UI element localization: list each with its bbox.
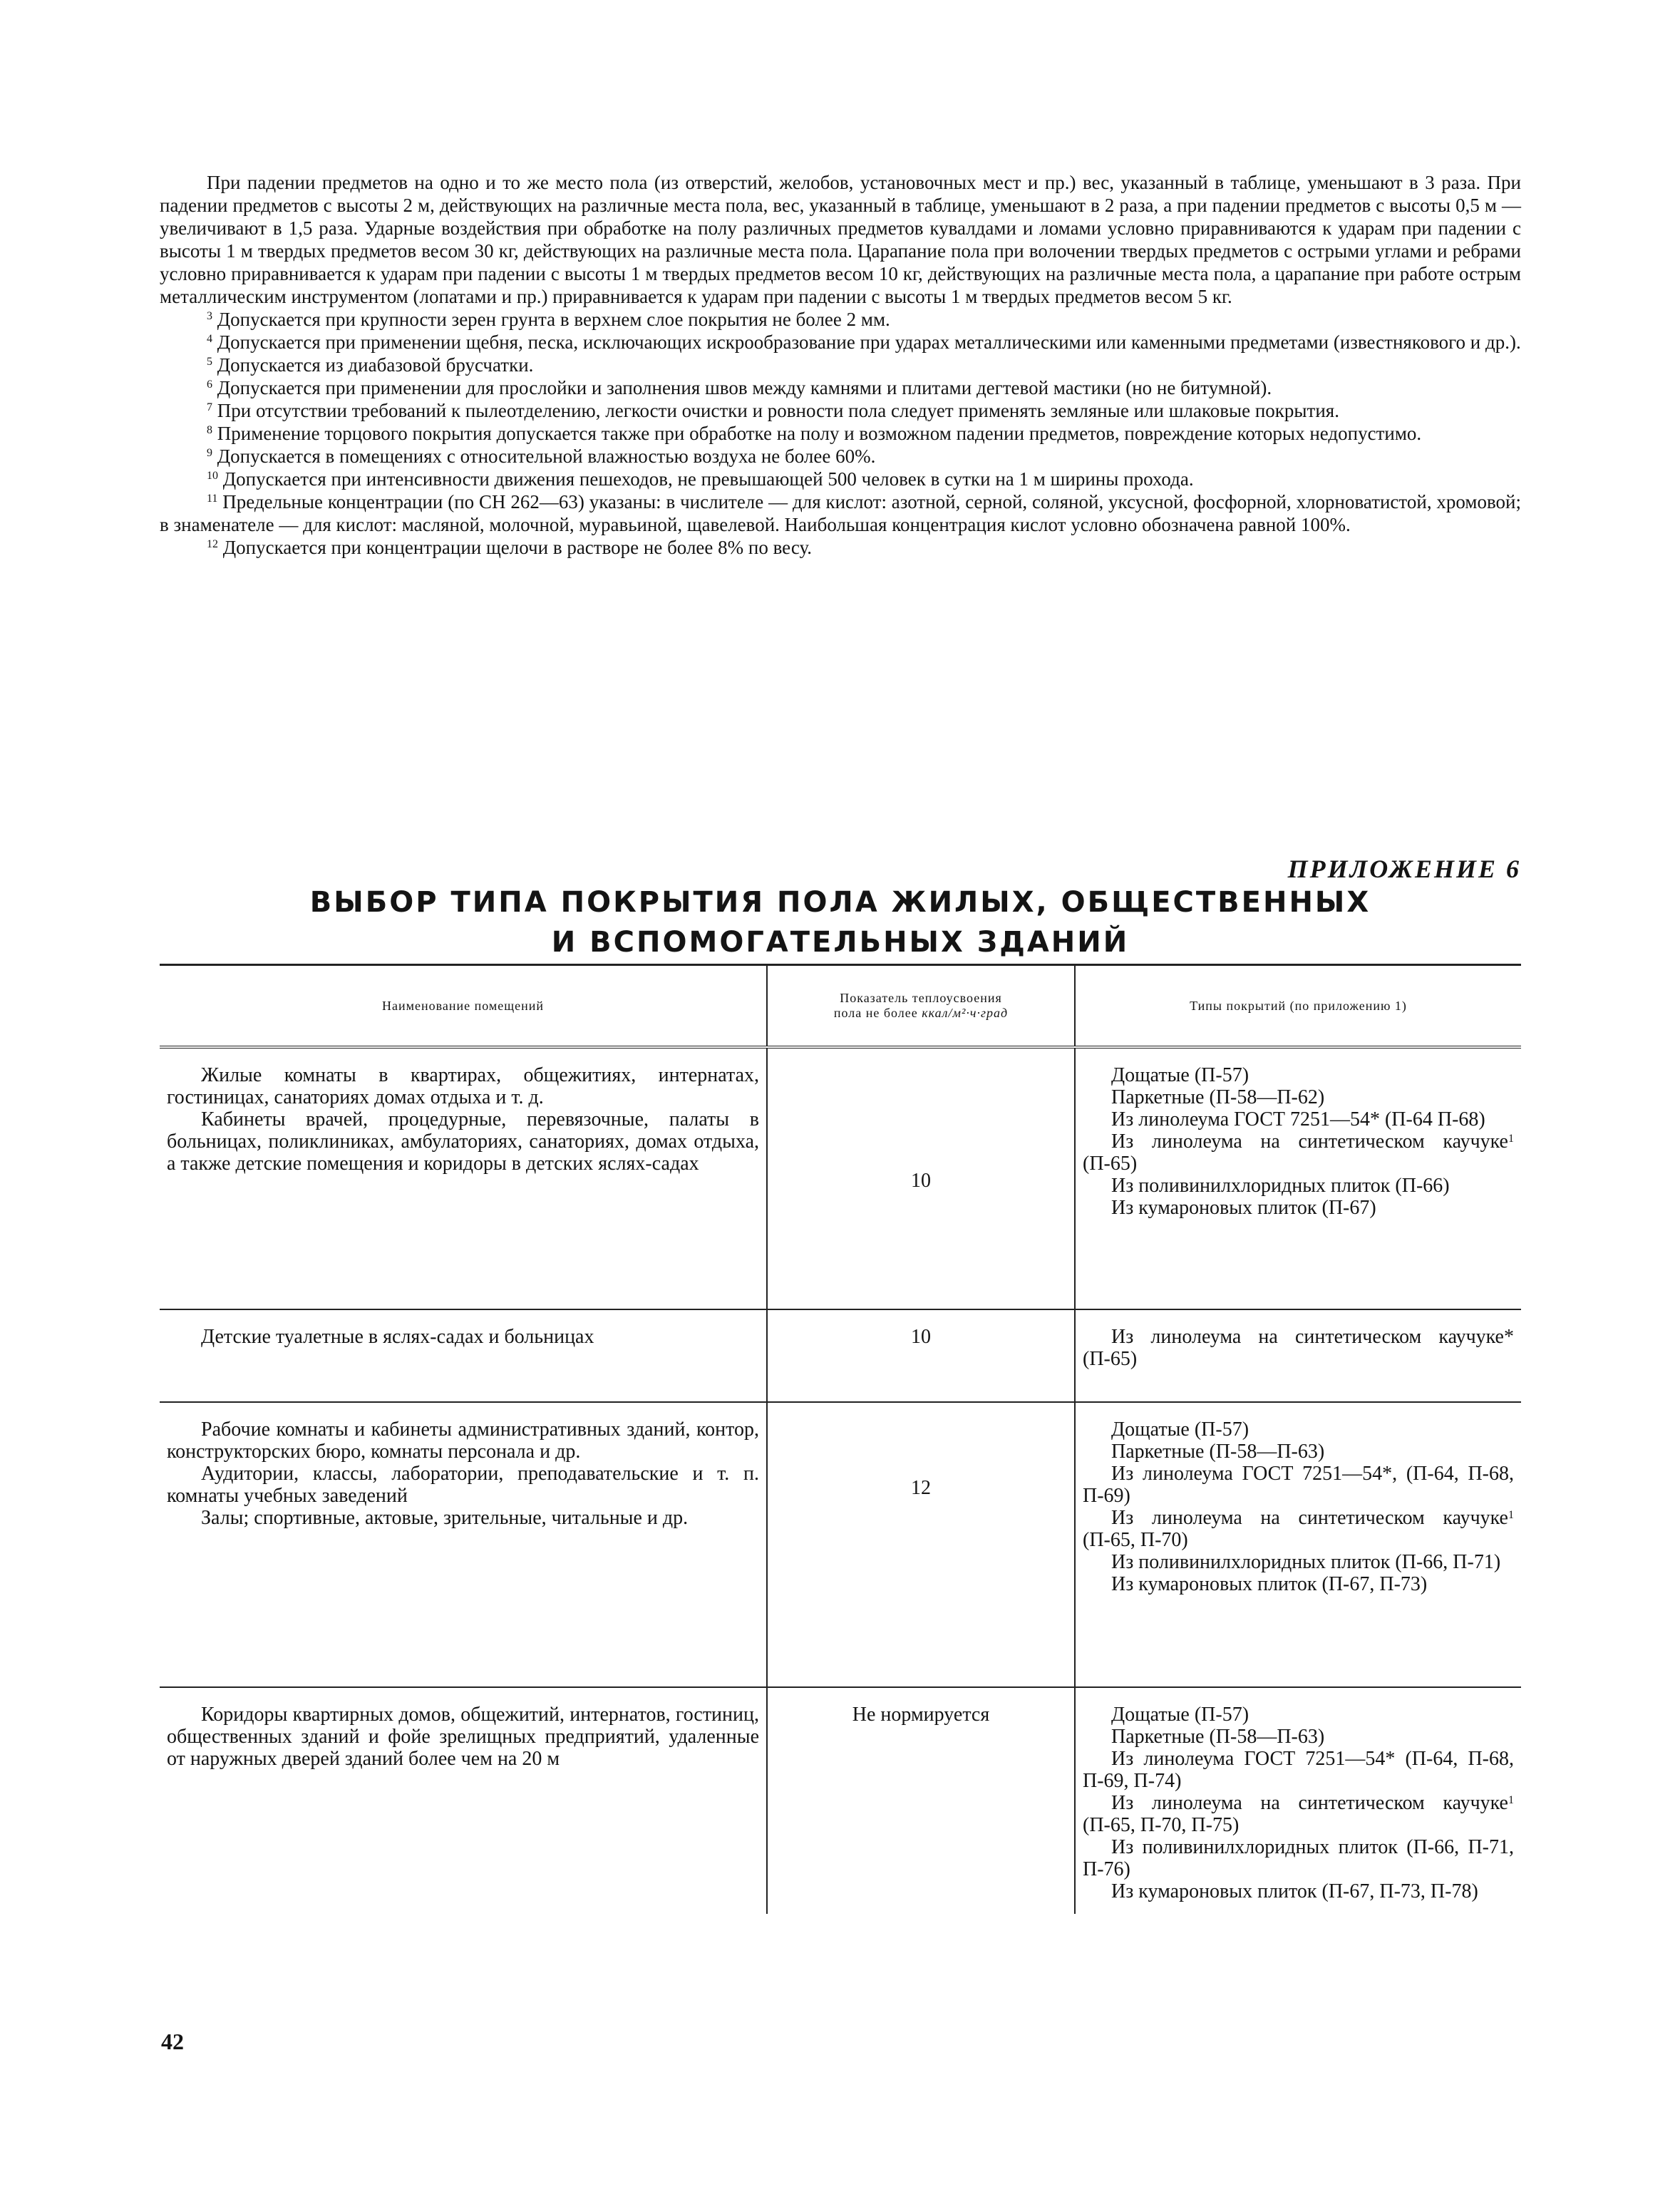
covering-item: Из линолеума на синтетическом каучуке$^1$ (П-65, П-70, П-75) (1083, 1792, 1514, 1836)
footnote-intro: При падении предметов на одно и то же место пола (из отверстий, желобов, установочных мест и пр.) вес, указанный в таблице, уменьшают в 3 раза. При падении предметов с высоты 2 м, действующих на различные места пола, вес, указанный в таблице, уменьшают в 2 раза, а при падении предметов с высоты 0,5 м — увеличивают в 1,5 раза. Ударные воздействия при обработке на полу различных предметов кувалдами и ломами условно приравниваются к ударам при падении с высоты 1 м твердых предметов весом 30 кг, действующих на различные места пола. Царапание пола при волочении твердых предметов с острыми углами и ребрами условно приравнивается к ударам при падении с высоты 1 м твердых предметов весом 10 кг, действующих на различные места пола, а царапание при работе острым металлическим инструментом (лопатами и пр.) приравнивается к ударам при падении с высоты 1 м твердых предметов весом 5 кг. (160, 172, 1521, 307)
rooms-cell (160, 1687, 767, 1914)
header-heat-line-1: Показатель теплоусвоения (840, 991, 1002, 1005)
heat-value: 12 (911, 1477, 931, 1499)
covering-item: Из кумароновых плиток (П-67, П-73, П-78) (1111, 1880, 1478, 1902)
rooms-text: Залы; спортивные, актовые, зрительные, читальные и др. (201, 1507, 689, 1529)
coverings-cell (1075, 1687, 1521, 1914)
coverings-cell (1075, 1402, 1521, 1687)
header-rooms: Наименование помещений (160, 965, 767, 1048)
page-title (160, 882, 1521, 962)
covering-item: Паркетные (П-58—П-63) (1111, 1441, 1325, 1463)
covering-item: Из кумароновых плиток (П-67, П-73) (1111, 1573, 1428, 1595)
covering-item: Из линолеума на синтетическом каучуке$^1$ (П-65) (1083, 1130, 1514, 1175)
covering-item: Из линолеума на синтетическом каучуке$^1$ (П-65, П-70) (1083, 1507, 1514, 1551)
footnote-4: $^4$ Допускается при применении щебня, песка, исключающих искрообразование при ударах металлическими или каменными предметами (известнякового и др.). (207, 331, 1521, 353)
table-row (160, 1402, 1521, 1687)
heat-value-cell: 10 (767, 1309, 1075, 1402)
heat-value-cell (767, 1402, 1075, 1687)
page-number: 42 (161, 2029, 184, 2054)
header-coverings: Типы покрытий (по приложению 1) (1075, 965, 1521, 1048)
rooms-cell (160, 1047, 767, 1309)
footnote-7: $^7$ При отсутствии требований к пылеотделению, легкости очистки и ровности пола следует применять земляные или шлаковые покрытия. (207, 400, 1339, 421)
rooms-text: Аудитории, классы, лаборатории, преподавательские и т. п. комнаты учебных заведений (167, 1463, 759, 1507)
page-title-line-2: И ВСПОМОГАТЕЛЬНЫХ ЗДАНИЙ (551, 926, 1130, 959)
footnote-10: $^{10}$ Допускается при интенсивности движения пешеходов, не превышающей 500 человек в сутки на 1 м ширины прохода. (207, 468, 1194, 490)
covering-item: Из линолеума ГОСТ 7251—54*, (П-64, П-68, П-69) (1083, 1463, 1514, 1507)
footnote-11: $^{11}$ Предельные концентрации (по СН 262—63) указаны: в числителе — для кислот: азотной, серной, соляной, уксусной, фосфорной, хлорноватистой, хромовой; в знаменателе — для кислот: масляной, молочной, муравьиной, щавелевой. Наибольшая концентрация кислот условно обозначена равной 100%. (160, 491, 1522, 535)
table-row (160, 1047, 1521, 1309)
covering-item: Из поливинилхлоридных плиток (П-66, П-71, П-76) (1083, 1836, 1514, 1880)
rooms-text: Жилые комнаты в квартирах, общежитиях, интернатах, гостиницах, санаториях домах отдыха и т. д. (167, 1064, 759, 1108)
covering-item: Из поливинилхлоридных плиток (П-66, П-71) (1111, 1551, 1501, 1573)
coverings-cell (1075, 1309, 1521, 1402)
footnote-5: $^5$ Допускается из диабазовой брусчатки. (207, 354, 534, 376)
footnotes-block (160, 171, 1521, 559)
covering-item: Дощатые (П-57) (1111, 1704, 1249, 1726)
header-heat-line-2: пола не более (833, 1006, 922, 1020)
covering-item: Дощатые (П-57) (1111, 1064, 1249, 1086)
footnote-9: $^9$ Допускается в помещениях с относительной влажностью воздуха не более 60%. (207, 445, 876, 467)
rooms-text: Коридоры квартирных домов, общежитий, интернатов, гостиниц, общественных зданий и фойе зрелищных предприятий, удаленные от наружных дверей зданий более чем на 20 м (167, 1704, 759, 1770)
table-row (160, 1687, 1521, 1914)
covering-item: Из линолеума ГОСТ 7251—54* (П-64, П-68, П-69, П-74) (1083, 1748, 1514, 1792)
floor-covering-table (160, 964, 1521, 1914)
footnote-3: $^3$ Допускается при крупности зерен грунта в верхнем слое покрытия не более 2 мм. (207, 309, 890, 330)
rooms-cell (160, 1309, 767, 1402)
covering-item: Из линолеума на синтетическом каучуке* (П-65) (1083, 1326, 1514, 1370)
rooms-cell (160, 1402, 767, 1687)
page-title-line-1: ВЫБОР ТИПА ПОКРЫТИЯ ПОЛА ЖИЛЫХ, ОБЩЕСТВЕННЫХ (309, 886, 1371, 919)
footnote-6: $^6$ Допускается при применении для прослойки и заполнения швов между камнями и плитами дегтевой мастики (но не битумной). (207, 377, 1272, 398)
covering-item: Паркетные (П-58—П-63) (1111, 1726, 1325, 1748)
heat-value-cell: Не нормируется (767, 1687, 1075, 1914)
covering-item: Паркетные (П-58—П-62) (1111, 1086, 1325, 1108)
covering-item: Из поливинилхлоридных плиток (П-66) (1111, 1175, 1450, 1197)
footnote-8: $^8$ Применение торцового покрытия допускается также при обработке на полу и возможном падении предметов, повреждение которых недопустимо. (207, 423, 1422, 444)
table-row (160, 1309, 1521, 1402)
covering-item: Дощатые (П-57) (1111, 1418, 1249, 1441)
rooms-text: Рабочие комнаты и кабинеты административных зданий, контор, конструкторских бюро, комнаты персонала и др. (167, 1418, 759, 1463)
appendix-label: ПРИЛОЖЕНИЕ 6 (1287, 855, 1521, 883)
table-header-row (160, 965, 1521, 1048)
covering-item: Из кумароновых плиток (П-67) (1111, 1197, 1376, 1219)
footnote-12: $^{12}$ Допускается при концентрации щелочи в растворе не более 8% по весу. (207, 537, 813, 558)
rooms-text: Детские туалетные в яслях-садах и больницах (201, 1326, 594, 1348)
header-heat-absorption (767, 965, 1075, 1048)
covering-item: Из линолеума ГОСТ 7251—54* (П-64 П-68) (1111, 1108, 1485, 1130)
heat-value-cell: 10 (767, 1047, 1075, 1309)
coverings-cell (1075, 1047, 1521, 1309)
header-heat-unit: ккал/м²·ч·град (922, 1006, 1009, 1020)
rooms-text: Кабинеты врачей, процедурные, перевязочные, палаты в больницах, поликлиниках, амбулаториях, санаториях, домах отдыха, а также детские помещения и коридоры в детских яслях-садах (167, 1108, 759, 1175)
